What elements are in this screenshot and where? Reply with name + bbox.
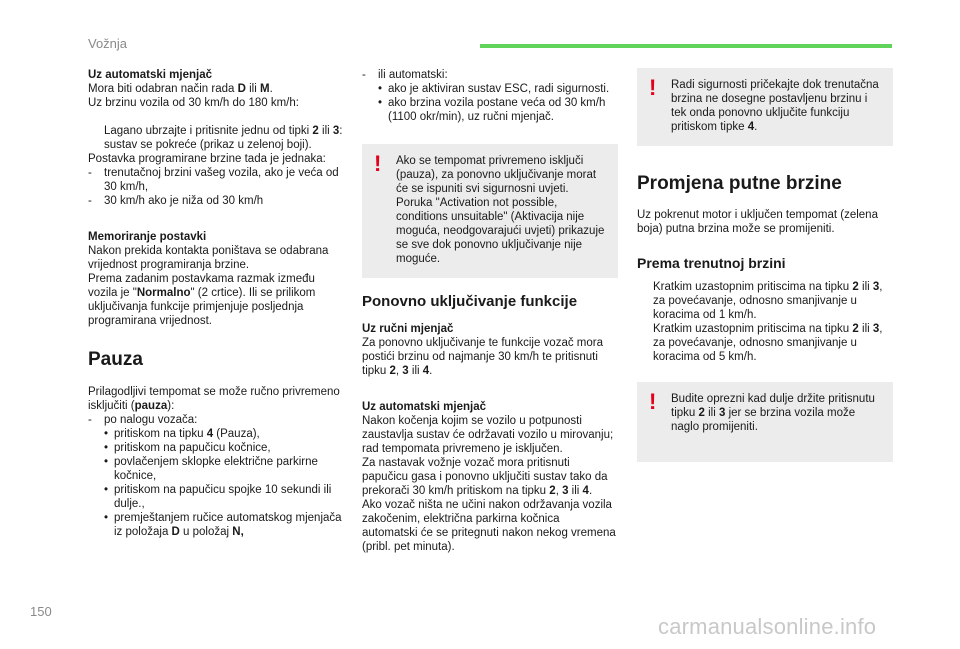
set-speed-item: - 30 km/h ako je niža od 30 km/h xyxy=(88,195,264,207)
memory-text: Prema zadanim postavkama razmak između vozila je "Normalno" (2 crtice). Ili se prilikom uključivanja funkcije primjenjuje posljednja programirana vrijednost. xyxy=(88,273,316,327)
set-speed-item: - trenutačnoj brzini vašeg vozila, ako je veća od 30 km/h, xyxy=(88,167,339,193)
auto-gearbox-title: Uz automatski mjenjač xyxy=(88,69,212,81)
list-item: Kratkim uzastopnim pritiscima na tipku 2 ili 3, za povećavanje, odnosno smanjivanje u koracima od 5 km/h. xyxy=(637,322,893,364)
list-item: • ako brzina vozila postane veća od 30 km/h (1100 okr/min), uz ručni mjenjač. xyxy=(378,97,606,123)
pause-driver-item: - po nalogu vozača: xyxy=(88,414,198,426)
manual-gearbox-title: Uz ručni mjenjač xyxy=(362,323,454,335)
auto-gearbox-text: Ako vozač ništa ne učini nakon održavanja vozila zakočenim, električna parkirna kočnica automatski će se pritegnuti nakon nekog vremena (pribl. pet minuta). xyxy=(362,499,616,553)
warning-box xyxy=(637,382,893,462)
checkbox-bullet-icon xyxy=(637,322,653,364)
warning-box xyxy=(637,68,893,146)
column-3 xyxy=(637,68,893,462)
list-item: • povlačenjem sklopke električne parkirne kočnice, xyxy=(104,456,318,482)
list-item: • ako je aktiviran sustav ESC, radi sigurnosti. xyxy=(378,83,610,95)
pause-heading: Pauza xyxy=(88,349,143,370)
section-title: Vožnja xyxy=(88,36,128,51)
page-number: 150 xyxy=(30,604,52,619)
checkbox-bullet-icon xyxy=(637,280,653,322)
column-2 xyxy=(362,68,618,554)
auto-gearbox-title: Uz automatski mjenjač xyxy=(362,401,486,413)
warning-text: Radi sigurnosti pričekajte dok trenutačna brzina ne dosegne postavljenu brzinu i tek onda ponovno uključite funkciju pritiskom tipke 4. xyxy=(671,79,879,133)
auto-gearbox-text: Nakon kočenja kojim se vozilo u potpunosti zaustavlja sustav će održavati vozilo u mirovanju; rad tempomata privremeno je isključen. xyxy=(362,415,614,455)
pause-intro: Prilagodljivi tempomat se može ručno privremeno isključiti (pauza): xyxy=(88,386,340,412)
warning-text: Budite oprezni kad dulje držite pritisnutu tipku 2 ili 3 jer se brzina vozila može naglo promijeniti. xyxy=(671,393,875,433)
auto-mode-line: Mora biti odabran način rada D ili M. xyxy=(88,83,273,95)
manual-gearbox-text: Za ponovno uključivanje te funkcije vozač mora postići brzinu od najmanje 30 km/h te pritisnuti tipku 2, 3 ili 4. xyxy=(362,337,603,377)
watermark: carmanualsonline.info xyxy=(658,614,877,639)
memory-text: Nakon prekida kontakta poništava se odabrana vrijednost programiranja brzine. xyxy=(88,245,329,271)
section-accent-bar xyxy=(480,44,892,48)
list-item: • pritiskom na tipku 4 (Pauza), xyxy=(104,428,260,440)
press-instruction: Lagano ubrzajte i pritisnite jednu od tipki 2 ili 3: sustav se pokreće (prikaz u zelenoj boji). xyxy=(88,124,344,152)
warning-box xyxy=(362,144,618,278)
list-item: • pritiskom na papučicu spojke 10 sekundi ili dulje., xyxy=(104,484,332,510)
warning-text: Ako se tempomat privremeno isključi (pauza), za ponovno uključivanje morat će se ispuniti svi sigurnosni uvjeti. Poruka "Activation not possible, conditions unsuitable" (Aktivacija nije moguća, neodgovarajući uvjeti) prikazuje se sve dok ponovno uključivanje nije moguće. xyxy=(396,155,605,265)
change-speed-text: Uz pokrenut motor i uključen tempomat (zelena boja) putna brzina može se promijeniti. xyxy=(637,209,878,235)
list-item: Kratkim uzastopnim pritiscima na tipku 2 ili 3, za povećavanje, odnosno smanjivanje u koracima od 1 km/h. xyxy=(637,280,893,322)
auto-pause-item: - ili automatski: xyxy=(362,69,448,81)
set-speed-intro: Postavka programirane brzine tada je jednaka: xyxy=(88,153,326,165)
column-1 xyxy=(88,68,344,539)
warning-icon: ! xyxy=(649,75,657,100)
current-speed-heading: Prema trenutnoj brzini xyxy=(637,255,786,271)
checkbox-bullet-icon xyxy=(88,124,104,152)
list-item: • pritiskom na papučicu kočnice, xyxy=(104,442,271,454)
warning-icon: ! xyxy=(649,389,657,414)
auto-gearbox-text: Za nastavak vožnje vozač mora pritisnuti papučicu gasa i ponovno uključiti sustav tako da prekorači 30 km/h pritiskom na tipku 2, 3 ili 4. xyxy=(362,457,608,497)
memory-title: Memoriranje postavki xyxy=(88,231,207,243)
speed-range-line: Uz brzinu vozila od 30 km/h do 180 km/h: xyxy=(88,97,299,109)
reactivation-heading: Ponovno uključivanje funkcije xyxy=(362,293,578,310)
warning-icon: ! xyxy=(374,151,382,176)
list-item: • premještanjem ručice automatskog mjenjača iz položaja D u položaj N, xyxy=(104,512,342,538)
change-speed-heading: Promjena putne brzine xyxy=(637,173,842,194)
